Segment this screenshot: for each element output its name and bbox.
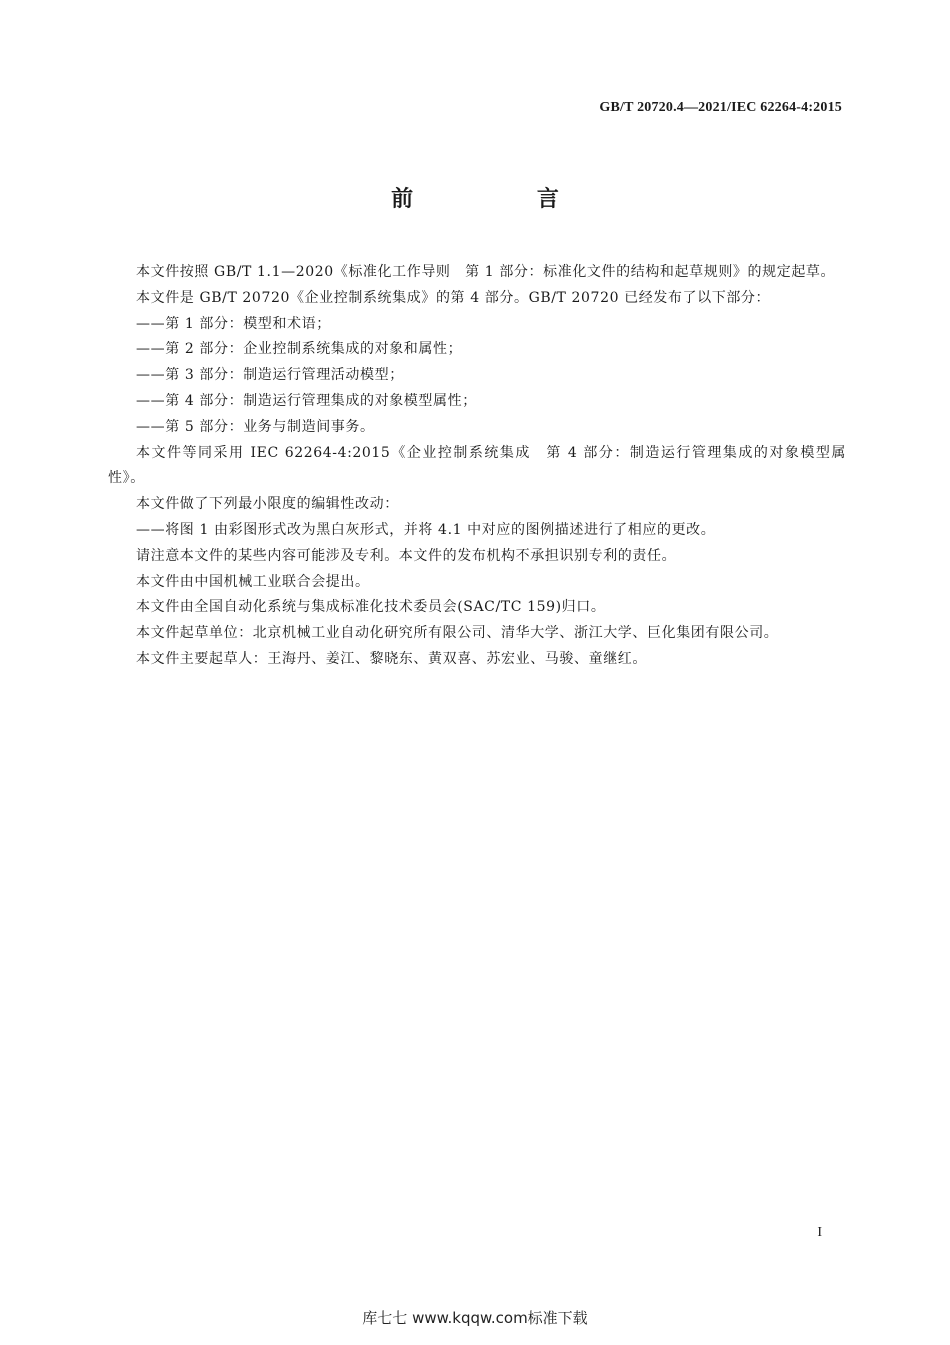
paragraph-drafting-rules: 本文件按照 GB/T 1.1—2020《标准化工作导则 第 1 部分：标准化文件的结构和起草规则》的规定起草。 [136,264,836,280]
standard-code: GB/T 20720.4—2021/IEC 62264-4:2015 [599,100,842,115]
paragraph-series-intro: 本文件是 GB/T 20720《企业控制系统集成》的第 4 部分。GB/T 20720 已经发布了以下部分： [136,289,771,306]
footer-watermark: 库七七 www.kqqw.com标准下载 [362,1309,588,1327]
list-item-part-4: ——第 4 部分：制造运行管理集成的对象模型属性； [136,392,477,409]
list-item-part-5: ——第 5 部分：业务与制造间事务。 [136,418,375,435]
paragraph-drafting-units: 本文件起草单位：北京机械工业自动化研究所有限公司、清华大学、浙江大学、巨化集团有限公司。 [136,625,779,642]
paragraph-centralized-by: 本文件由全国自动化系统与集成标准化技术委员会(SAC/TC 159)归口。 [136,599,606,616]
paragraph-proposed-by: 本文件由中国机械工业联合会提出。 [136,573,370,590]
list-item-part-1: ——第 1 部分：模型和术语； [136,315,331,332]
page-title: 前 言 [391,187,617,212]
list-item-part-3: ——第 3 部分：制造运行管理活动模型； [136,367,404,384]
paragraph-patent-notice: 请注意本文件的某些内容可能涉及专利。本文件的发布机构不承担识别专利的责任。 [136,547,677,564]
list-item-change-1: ——将图 1 由彩图形式改为黑白灰形式，并将 4.1 中对应的图例描述进行了相应的更改。 [136,521,716,538]
paragraph-equivalence: 本文件等同采用 IEC 62264-4:2015《企业控制系统集成 第 4 部分：制造运行管理集成的对象模型属性》。 [108,444,846,487]
list-item-part-2: ——第 2 部分：企业控制系统集成的对象和属性； [136,341,463,358]
page-number: I [817,1225,822,1240]
document-body [108,260,846,673]
paragraph-drafters: 本文件主要起草人：王海丹、姜江、黎晓东、黄双喜、苏宏业、马骏、童继红。 [136,650,647,667]
paragraph-editorial-changes: 本文件做了下列最小限度的编辑性改动： [136,496,399,513]
